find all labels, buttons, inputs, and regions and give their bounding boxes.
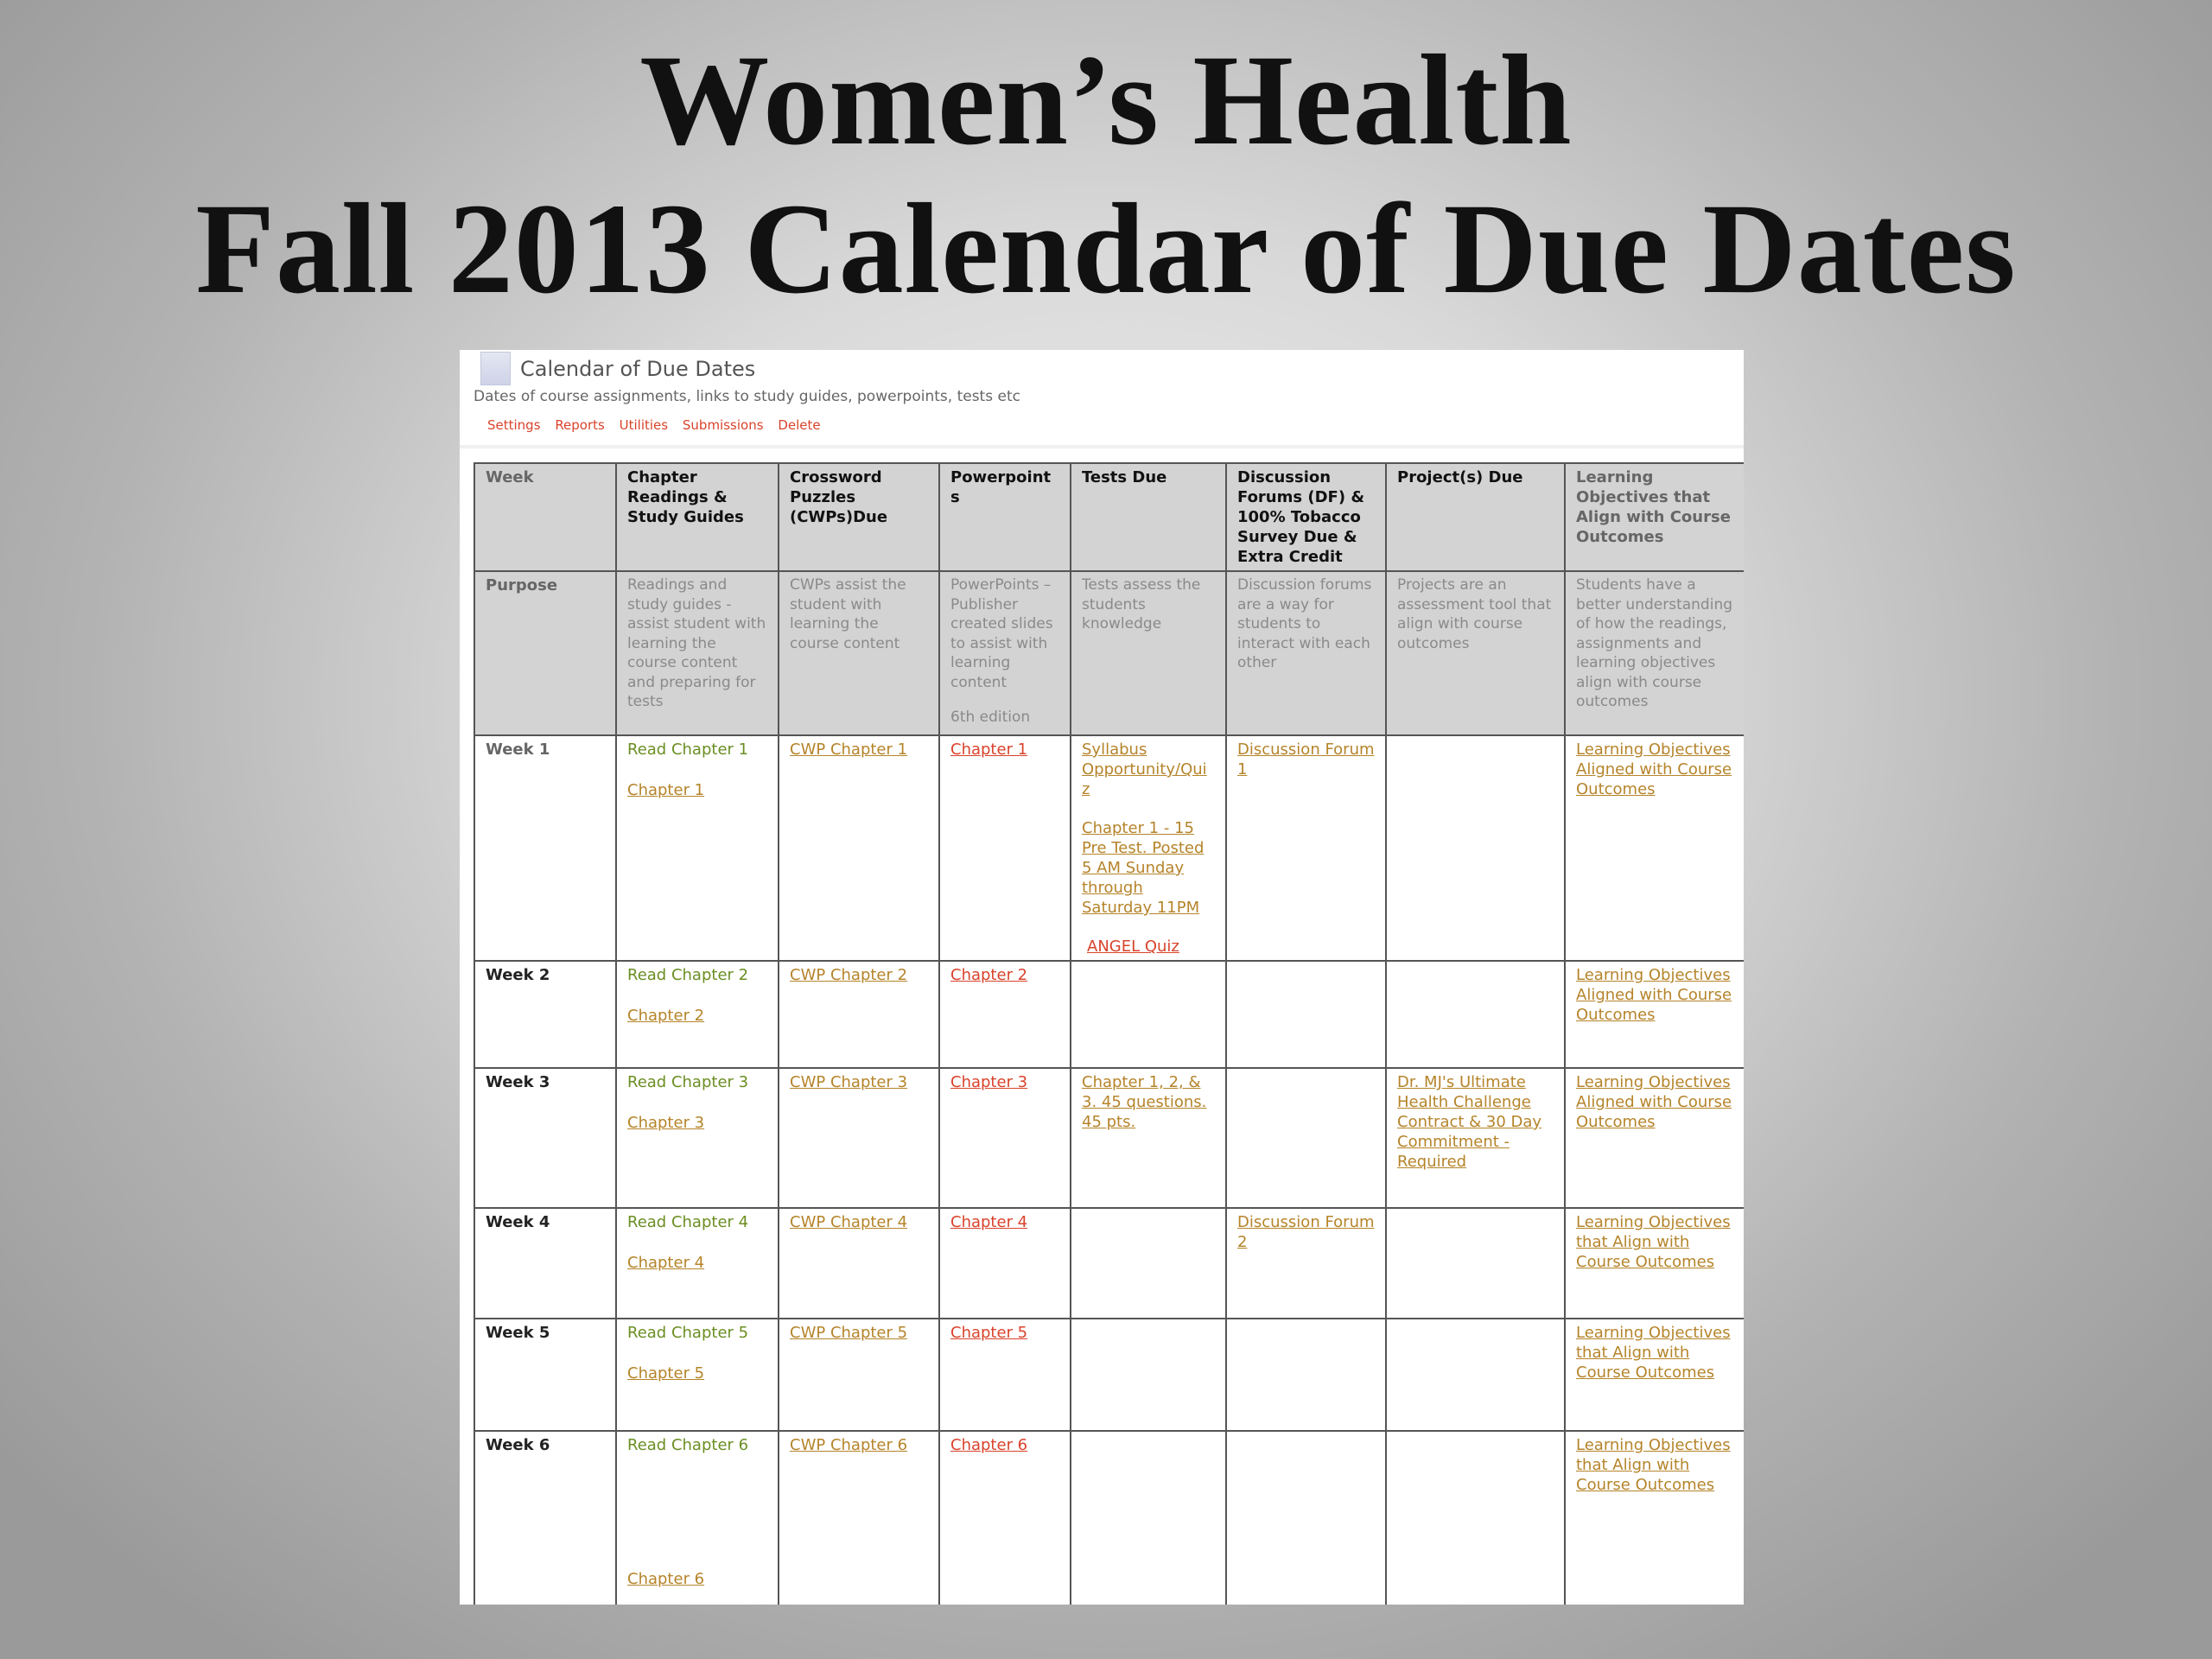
reading-text: Read Chapter 3 (627, 1073, 749, 1091)
readings-cell (616, 1431, 779, 1605)
purpose-crossword: CWPs assist the student with learning the course content (779, 571, 939, 735)
admin-links (487, 417, 831, 433)
cwp-link[interactable]: CWP Chapter 4 (790, 1213, 908, 1231)
header-powerpoints: Powerpoints (939, 463, 1071, 571)
powerpoint-link[interactable]: Chapter 1 (950, 741, 1028, 759)
purpose-powerpoints-text: PowerPoints – Publisher created slides to assist with learning content (950, 576, 1053, 691)
table-row (474, 1208, 1744, 1319)
discussion-cell (1226, 1208, 1386, 1319)
project-link[interactable]: Dr. MJ's Ultimate Health Challenge Contract & 30 Day Commitment - Required (1397, 1073, 1542, 1171)
slide-title-line-2: Fall 2013 Calendar of Due Dates (195, 177, 2017, 321)
header-objectives: Learning Objectives that Align with Course Outcomes (1565, 463, 1744, 571)
header-projects: Project(s) Due (1386, 463, 1565, 571)
cwp-link[interactable]: CWP Chapter 6 (790, 1436, 908, 1454)
objectives-link[interactable]: Learning Objectives Aligned with Course Outcomes (1576, 966, 1732, 1024)
angel-quiz-link[interactable]: ANGEL Quiz (1087, 938, 1179, 956)
due-dates-table (474, 462, 1744, 1605)
cwp-link[interactable]: CWP Chapter 2 (790, 966, 908, 984)
powerpoint-link[interactable]: Chapter 3 (950, 1073, 1028, 1091)
readings-cell (616, 1208, 779, 1319)
readings-cell (616, 1068, 779, 1208)
powerpoint-cell (939, 1319, 1071, 1431)
project-cell (1386, 1068, 1565, 1208)
header-divider (460, 445, 1744, 448)
tests-cell (1071, 1208, 1226, 1319)
table-header-row (474, 463, 1744, 571)
cwp-link[interactable]: CWP Chapter 3 (790, 1073, 908, 1091)
header-crossword: Crossword Puzzles (CWPs)Due (779, 463, 939, 571)
header-discussion: Discussion Forums (DF) & 100% Tobacco Survey Due & Extra Credit (1226, 463, 1386, 571)
objectives-cell (1565, 1319, 1744, 1431)
objectives-link[interactable]: Learning Objectives Aligned with Course Outcomes (1576, 741, 1732, 798)
objectives-link[interactable]: Learning Objectives that Align with Course Outcomes (1576, 1436, 1731, 1494)
study-guide-link[interactable]: Chapter 1 (627, 781, 705, 799)
reading-text: Read Chapter 4 (627, 1213, 749, 1231)
project-cell (1386, 1319, 1565, 1431)
powerpoint-cell (939, 1208, 1071, 1319)
purpose-objectives: Students have a better understanding of how the readings, assignments and learning objectives align with course outcomes (1565, 571, 1744, 735)
powerpoint-cell (939, 1431, 1071, 1605)
purpose-tests: Tests assess the students knowledge (1071, 571, 1226, 735)
objectives-link[interactable]: Learning Objectives Aligned with Course Outcomes (1576, 1073, 1732, 1131)
test-link[interactable]: Syllabus Opportunity/Quiz (1082, 741, 1207, 798)
week-label: Week 2 (474, 961, 616, 1068)
test-link[interactable]: Chapter 1 - 15 Pre Test. Posted 5 AM Sunday through Saturday 11PM (1082, 819, 1205, 917)
purpose-powerpoints-edition: 6th edition (950, 709, 1031, 726)
objectives-cell (1565, 735, 1744, 961)
purpose-readings: Readings and study guides - assist student with learning the course content and preparing for tests (616, 571, 779, 735)
reports-link[interactable]: Reports (555, 417, 605, 433)
cwp-link[interactable]: CWP Chapter 1 (790, 741, 908, 759)
week-label: Week 6 (474, 1431, 616, 1605)
table-row (474, 735, 1744, 961)
table-row (474, 961, 1744, 1068)
objectives-link[interactable]: Learning Objectives that Align with Course Outcomes (1576, 1324, 1731, 1382)
crossword-cell (779, 1319, 939, 1431)
objectives-cell (1565, 961, 1744, 1068)
powerpoint-link[interactable]: Chapter 6 (950, 1436, 1028, 1454)
tests-cell (1071, 1319, 1226, 1431)
readings-cell (616, 1319, 779, 1431)
crossword-cell (779, 735, 939, 961)
discussion-cell (1226, 1431, 1386, 1605)
settings-link[interactable]: Settings (487, 417, 541, 433)
crossword-cell (779, 1068, 939, 1208)
powerpoint-link[interactable]: Chapter 4 (950, 1213, 1028, 1231)
discussion-link[interactable]: Discussion Forum 2 (1237, 1213, 1375, 1251)
crossword-cell (779, 1208, 939, 1319)
calendar-title: Calendar of Due Dates (520, 357, 756, 381)
reading-text: Read Chapter 1 (627, 741, 749, 759)
purpose-row (474, 571, 1744, 735)
objectives-cell (1565, 1208, 1744, 1319)
calendar-header (460, 350, 1744, 462)
reading-text: Read Chapter 5 (627, 1324, 749, 1342)
tests-cell (1071, 1431, 1226, 1605)
tests-cell (1071, 961, 1226, 1068)
week-label: Week 1 (474, 735, 616, 961)
objectives-cell (1565, 1431, 1744, 1605)
project-cell (1386, 735, 1565, 961)
utilities-link[interactable]: Utilities (619, 417, 669, 433)
discussion-cell (1226, 735, 1386, 961)
crossword-cell (779, 961, 939, 1068)
week-label: Week 3 (474, 1068, 616, 1208)
header-week: Week (474, 463, 616, 571)
study-guide-link[interactable]: Chapter 4 (627, 1254, 705, 1272)
header-readings: Chapter Readings & Study Guides (616, 463, 779, 571)
readings-cell (616, 961, 779, 1068)
project-cell (1386, 1208, 1565, 1319)
purpose-label: Purpose (474, 571, 616, 735)
reading-text: Read Chapter 6 (627, 1436, 749, 1454)
powerpoint-link[interactable]: Chapter 5 (950, 1324, 1028, 1342)
powerpoint-cell (939, 735, 1071, 961)
header-tests: Tests Due (1071, 463, 1226, 571)
calendar-description: Dates of course assignments, links to study guides, powerpoints, tests etc (474, 388, 1020, 405)
table-row (474, 1068, 1744, 1208)
study-guide-link[interactable]: Chapter 2 (627, 1007, 705, 1025)
purpose-discussion: Discussion forums are a way for students to interact with each other (1226, 571, 1386, 735)
discussion-cell (1226, 961, 1386, 1068)
study-guide-link[interactable]: Chapter 6 (627, 1570, 705, 1588)
tests-cell (1071, 735, 1226, 961)
readings-cell (616, 735, 779, 961)
reading-text: Read Chapter 2 (627, 966, 749, 984)
project-cell (1386, 1431, 1565, 1605)
discussion-link[interactable]: Discussion Forum 1 (1237, 741, 1375, 779)
table-row (474, 1431, 1744, 1605)
project-cell (1386, 961, 1565, 1068)
crossword-cell (779, 1431, 939, 1605)
discussion-cell (1226, 1068, 1386, 1208)
cwp-link[interactable]: CWP Chapter 5 (790, 1324, 908, 1342)
submissions-link[interactable]: Submissions (682, 417, 764, 433)
powerpoint-cell (939, 1068, 1071, 1208)
slide-title-line-1: Women’s Health (639, 29, 1573, 172)
test-link[interactable]: Chapter 1, 2, & 3. 45 questions. 45 pts. (1082, 1073, 1207, 1131)
week-label: Week 5 (474, 1319, 616, 1431)
objectives-link[interactable]: Learning Objectives that Align with Course Outcomes (1576, 1213, 1731, 1271)
objectives-cell (1565, 1068, 1744, 1208)
table-row (474, 1319, 1744, 1431)
calendar-icon (480, 352, 511, 385)
purpose-powerpoints (939, 571, 1071, 735)
week-label: Week 4 (474, 1208, 616, 1319)
study-guide-link[interactable]: Chapter 3 (627, 1114, 705, 1132)
powerpoint-link[interactable]: Chapter 2 (950, 966, 1028, 984)
powerpoint-cell (939, 961, 1071, 1068)
calendar-screenshot (460, 350, 1744, 1605)
study-guide-link[interactable]: Chapter 5 (627, 1364, 705, 1382)
slide-title (0, 26, 2212, 323)
delete-link[interactable]: Delete (778, 417, 821, 433)
tests-cell (1071, 1068, 1226, 1208)
discussion-cell (1226, 1319, 1386, 1431)
purpose-projects: Projects are an assessment tool that align with course outcomes (1386, 571, 1565, 735)
